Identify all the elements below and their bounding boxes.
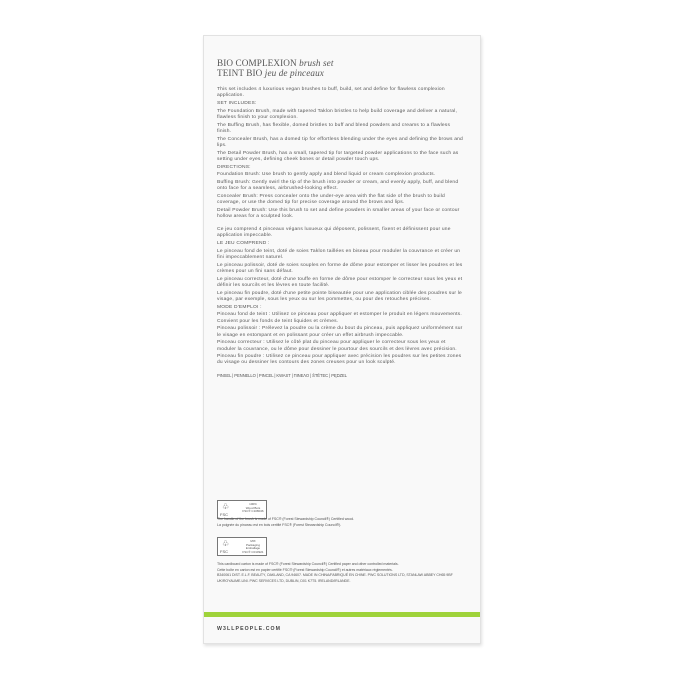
languages-list: PINSEL | PENNELLO | PINCEL | KWAST | ΠΙΝΕΛΟ | ŠTĚTEC | PĘDZEL <box>217 372 347 378</box>
paragraph: Concealer Brush: Press concealer onto the under-eye area with the flat side of the brush to build coverage, or use the domed tip for precise coverage around the brows and lips. <box>217 193 445 206</box>
heading: MODE D'EMPLOI : <box>217 304 262 310</box>
accent-band <box>204 612 480 617</box>
fsc-top: 100% <box>249 502 257 506</box>
title-fr-italic: jeu de pinceaux <box>264 68 324 78</box>
product-box-back <box>203 35 481 644</box>
legal-text: B340061 DIST. E.L.F. BEAUTY, OAKLAND, CA 94607. MADE IN CHINA/FABRIQUÉ EN CHINE. PWC SOLUTIONS LTD, STANLAW ABBEY CH65 9BF UK/ROYAUME-UNI. PWC SERVICES LTD, DUBLIN, D01 K7T5. IRELAND/IRLANDE. <box>217 573 453 583</box>
text-line: The handle of the brush is made of FSC® (Forest Stewardship Council®) Certified wood. <box>217 517 355 521</box>
paragraph: The Detail Powder Brush, has a small, tapered tip for targeted powder applications to the face such as setting under eyes, defining cheek bones or detail powder touch ups. <box>217 150 459 162</box>
paragraph: Foundation Brush: Use brush to gently apply and blend liquid or cream complexion products. <box>217 172 436 178</box>
paragraph: The Foundation Brush, made with tapered Taklon bristles to help build coverage and deliver a natural, flawless finish to your complexion. <box>217 108 458 120</box>
fsc-code: FSC® C010921 <box>242 549 264 554</box>
paragraph: The Buffing Brush, has flexible, domed bristles to buff and blend powders and creams to a flawless finish. <box>217 122 451 134</box>
fsc-details <box>242 503 264 514</box>
paragraph: Detail Powder Brush: Use this brush to set and define powders in smaller areas of your face or contour hollow areas for a sculpted look. <box>217 207 460 220</box>
paragraph: The Concealer Brush, has a domed tip for effortless blending under the eyes and defining the brows and lips. <box>217 136 463 148</box>
tree-icon: ♧ <box>222 502 230 511</box>
intro-fr: Ce jeu comprend 4 pinceaux végans luxueux qui déposent, polissent, fixent et définissent pour une application impeccable. <box>217 226 451 239</box>
fsc-label: FSC <box>220 512 228 517</box>
fsc-carton-text <box>217 562 467 584</box>
paragraph: Buffing Brush: Gently swirl the tip of the brush into powder or cream, and evenly apply, buff, and blend onto face for a seamless, airbrushed-looking effect. <box>217 179 459 192</box>
fsc-middle: Wood Bois <box>245 505 261 510</box>
fsc-logo <box>217 537 267 556</box>
intro-en: This set includes 4 luxurious vegan brushes to buff, build, set and define for flawless complexion application. <box>217 87 445 99</box>
text-line: La poignée du pinceau est en bois certifié FSC® (Forest Stewardship Council®). <box>217 522 342 527</box>
description-text <box>217 87 465 379</box>
title-fr: TEINT BIO <box>217 68 263 78</box>
paragraph: Le pinceau correcteur, doté d'une touffe en forme de dôme pour estomper le correcteur sous les yeux et définir les sourcils et les lèvres en toute facilité. <box>217 276 463 288</box>
heading: LE JEU COMPREND : <box>217 240 270 246</box>
paragraph: Le pinceau fin poudre, doté d'une petite pointe biseautée pour une application ciblée des poudres sur le visage, par exemple, sous les yeux ou sur les pommettes, ou pour des retouches précises. <box>217 290 462 302</box>
fsc-code: FSC® C108046 <box>242 509 264 514</box>
fsc-details <box>242 540 264 554</box>
box-content <box>217 58 465 379</box>
fsc-middle: Packaging Emballage <box>245 542 261 551</box>
paragraph: Pinceau correcteur : Utilisez le côté plat du pinceau pour appliquer le correcteur sous les yeux et moduler la couvrance, ou le dôme pour dessiner le pourtour des sourcils et des lèvres avec précision. <box>217 340 457 352</box>
text-line: This cardboard carton is made of FSC® (Forest Stewardship Council®) Certified paper and other controlled materials. <box>217 562 399 566</box>
title-en: BIO COMPLEXION <box>217 58 297 68</box>
fsc-top: MIX <box>250 539 256 543</box>
paragraph: Le pinceau polissoir, doté de soies souples en forme de dôme pour estomper et lisser les poudres et les crèmes pour un fini sans défaut. <box>217 262 463 274</box>
fsc-label: FSC <box>220 549 228 554</box>
paragraph: Pinceau fin poudre : Utilisez ce pinceau pour appliquer avec précision les poudres sur les petites zones du visage ou dessiner les contours des zones creuses pour un look sculpté. <box>217 354 462 366</box>
website-url: W3LLPEOPLE.COM <box>217 626 282 632</box>
heading: SET INCLUDES: <box>217 100 257 106</box>
paragraph: Le pinceau fond de teint, doté de soies Taklon taillées en biseau pour moduler la couvrance et créer un fini impeccablement naturel. <box>217 248 461 260</box>
paragraph: Pinceau polissoir : Prélevez la poudre ou la crème du bout du pinceau, puis appliquez uniformément sur le visage en estompant et en polissant pour créer un effet airbrush impeccable. <box>217 326 463 338</box>
heading: DIRECTIONS: <box>217 164 251 170</box>
tree-icon: ♧ <box>222 539 230 548</box>
text-line: Cette boîte en carton est en papier certifié FSC® (Forest Stewardship Council®) et autres matériaux réglementés. <box>217 567 393 572</box>
product-title <box>217 58 465 78</box>
paragraph: Pinceau fond de teint : Utilisez ce pinceau pour appliquer et estomper le produit en légers mouvements. Convient pour les fonds de teint liquides et crèmes. <box>217 312 462 324</box>
title-en-italic: brush set <box>299 58 334 68</box>
fsc-wood-text <box>217 517 467 528</box>
